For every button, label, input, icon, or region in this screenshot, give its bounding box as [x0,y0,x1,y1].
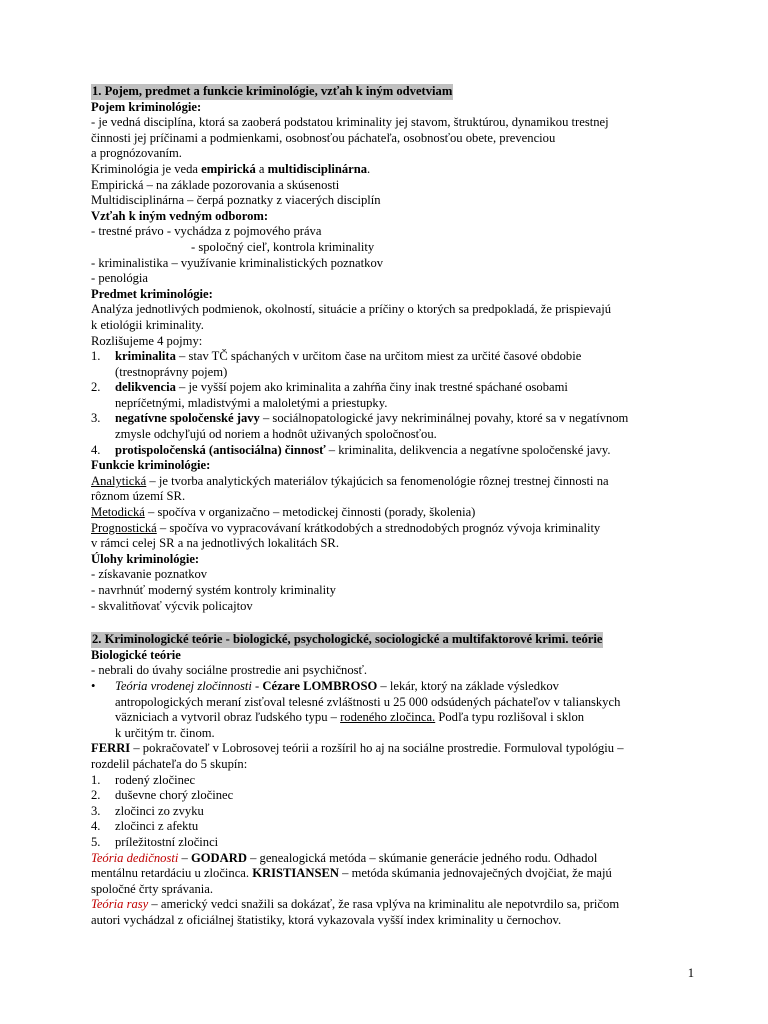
section-heading-1: 1. Pojem, predmet a funkcie kriminológie, vzťah k iným odvetviam [92,84,453,98]
paragraph-line: činnosti jej príčinami a podmienkami, osobnosťou páchateľa, osobnosťou obete, prevenciou [91,130,556,145]
paragraph-line: Metodická – spočíva v organizačno – metodickej činnosti (porady, školenia) [91,505,476,520]
paragraph-line: Teória dedičnosti – GODARD – genealogická metóda – skúmanie generácie jedného rodu. Odhadol [91,850,598,865]
paragraph-line: rôznom území SR. [91,489,186,504]
list-item: 1. kriminalita – stav TČ spáchaných v určitom čase na určitom miest za určité časové obdobie [91,349,582,364]
list-item: 3. negatívne spoločenské javy – sociálnopatologické javy nekriminálnej povahy, ktoré sa v negatívnom [91,411,629,426]
paragraph-line: v rámci celej SR a na jednotlivých lokalitách SR. [91,536,339,551]
subheading-pojem: Pojem kriminológie: [91,99,202,114]
list-item: - navrhnúť moderný systém kontroly kriminality [91,583,336,597]
paragraph-line: Empirická – na základe pozorovania a skúsenosti [91,177,340,192]
paragraph-line: Analytická – je tvorba analytických materiálov týkajúcich sa fenomenológie rôznej trestnej činnosti na [91,473,609,488]
list-item-continuation: väzniciach a vytvoril obraz ľudského typu – rodeného zločinca. Podľa typu rozlišoval i sklon [115,710,585,725]
list-item: - získavanie poznatkov [91,567,208,582]
paragraph-line: a prognózovaním. [91,146,182,161]
list-item: 5. príležitostní zločinci [91,834,219,849]
list-item: • Teória vrodenej zločinnosti - Cézare LOMBROSO – lekár, ktorý na základe výsledkov [91,678,559,693]
paragraph-line: k etiológii kriminality. [91,317,204,332]
paragraph-line: Multidisciplinárna – čerpá poznatky z viacerých disciplín [91,193,381,208]
paragraph-line: FERRI – pokračovateľ v Lobrosovej teórii a rozšíril ho aj na sociálne prostredie. Formuloval typológiu – [91,741,624,756]
document-page [91,84,701,928]
list-item: - trestné právo - vychádza z pojmového práva [91,224,322,239]
paragraph-line: autori vychádzal z oficiálnej štatistiky, ktorá vykazovala vyšší index kriminality u černochov. [91,912,562,927]
paragraph-line: Teória rasy – americký vedci snažili sa dokázať, že rasa vplýva na kriminalitu ale nepotvrdilo sa, pričom [91,897,620,912]
list-item: - skvalitňovať výcvik policajtov [91,598,253,613]
subheading-vztah: Vzťah k iným vedným odborom: [91,208,269,223]
list-item-continuation: zmysle odchyľujú od noriem a hodnôt uživaných spoločnosťou. [115,427,437,442]
paragraph-line: - nebrali do úvahy sociálne prostredie ani psychičnosť. [91,663,368,678]
section-heading-2: 2. Kriminologické teórie - biologické, psychologické, sociologické a multifaktorové krimi. teórie [92,632,603,647]
list-item: 4. zločinci z afektu [91,819,199,834]
list-item: 3. zločinci zo zvyku [91,803,204,818]
list-item: 2. delikvencia – je vyšší pojem ako kriminalita a zahŕňa činy inak trestné spáchané osobami [91,380,568,395]
list-item: - penológia [91,271,149,286]
list-item: - spoločný cieľ, kontrola kriminality [191,239,375,254]
list-item-continuation: nepríčetnými, mladistvými a maloletými a priestupky. [115,395,388,410]
paragraph-line: Analýza jednotlivých podmienok, okolností, situácie a príčiny o ktorých sa predpokladá, že prispievajú [91,302,612,317]
page-number: 1 [687,966,694,980]
paragraph-line: rozdelil páchateľa do 5 skupín: [91,756,248,771]
list-item: 4. protispoločenská (antisociálna) činnosť – kriminalita, delikvencia a negatívne spoločenské javy. [91,442,611,457]
paragraph-line: - je vedná disciplína, ktorá sa zaoberá podstatou kriminality jej stavom, štruktúrou, dynamikou trestnej [91,115,609,130]
paragraph-line: mentálnu retardáciu u zločinca. KRISTIANSEN – metóda skúmania jednovaječných dvojčiat, že majú [91,866,612,881]
list-item: 2. duševne chorý zločinec [91,788,234,803]
list-item-continuation: k určitým tr. činom. [115,725,215,740]
subheading-funkcie: Funkcie kriminológie: [91,458,211,473]
paragraph-line: spoločné črty správania. [91,881,214,896]
list-item-continuation: (trestnoprávny pojem) [115,364,228,379]
subheading-ulohy: Úlohy kriminológie: [91,551,200,566]
paragraph-line: Prognostická – spočíva vo vypracovávaní krátkodobých a strednodobých prognóz vývoja kriminality [91,520,601,535]
list-item: 1. rodený zločinec [91,772,196,787]
paragraph-line: Kriminológia je veda empirická a multidisciplinárna. [91,161,371,176]
paragraph-line: Rozlišujeme 4 pojmy: [91,333,203,348]
list-item: - kriminalistika – využívanie kriminalistických poznatkov [91,255,384,270]
subheading-biologicke: Biologické teórie [91,647,181,662]
list-item-continuation: antropologických meraní zisťoval telesné zvláštnosti u 25 000 odsúdených páchateľov v talianskych [115,694,621,709]
subheading-predmet: Predmet kriminológie: [91,286,213,301]
bullet-icon: • [91,678,96,693]
